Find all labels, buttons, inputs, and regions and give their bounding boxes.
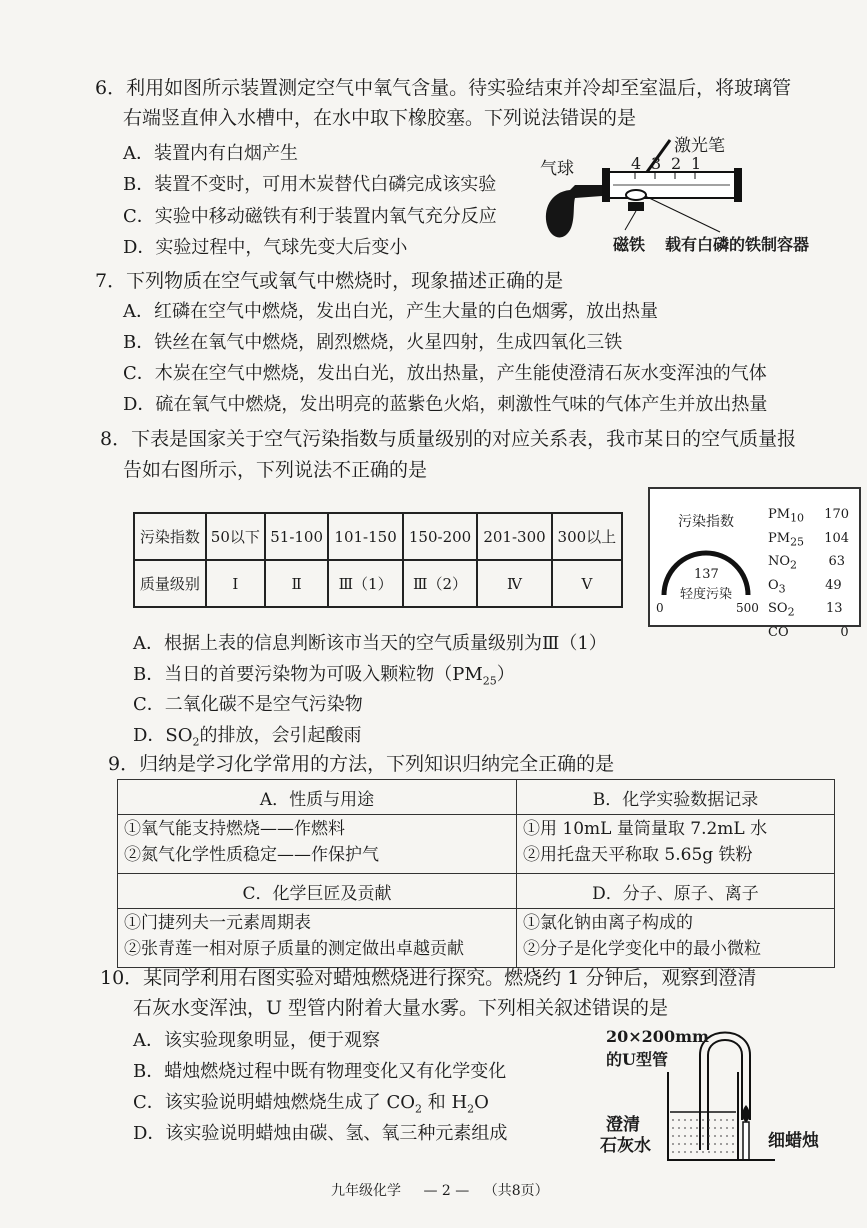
pollutant-name: PM: [768, 507, 791, 522]
footer-subject: 九年级化学: [331, 1183, 401, 1199]
table-cell: 51-100: [265, 513, 328, 560]
page-number: — 2 —: [423, 1183, 470, 1199]
table-row: [118, 815, 835, 874]
gauge-value: 137: [694, 567, 719, 582]
pollutant-row: [768, 576, 849, 600]
q6-stem-line2: 右端竖直伸入水槽中，在水中取下橡胶塞。下列说法错误的是: [123, 107, 637, 129]
q8-option-c: C．二氧化碳不是空气污染物: [133, 694, 363, 715]
pollutant-subscript: 25: [790, 535, 805, 549]
pollutant-subscript: 3: [778, 582, 786, 596]
gauge-min: 0: [656, 601, 664, 615]
section-c-body: [118, 909, 517, 968]
section-d-item: ②分子是化学变化中的最小微粒: [523, 939, 761, 959]
pollutant-row: [768, 505, 849, 529]
pollutant-name: O: [768, 577, 779, 593]
u-tube-size-label: 20×200mm: [606, 1027, 709, 1046]
section-b-item: ①用 10mL 量筒量取 7.2mL 水: [523, 819, 768, 839]
section-d-body: [517, 909, 835, 968]
page-total: （共8页）: [483, 1183, 549, 1199]
limewater-label-1: 澄清: [606, 1115, 640, 1135]
table-row: [134, 560, 622, 607]
table-cell: 101-150: [328, 513, 402, 560]
magnet-label: 磁铁: [613, 235, 646, 254]
table-cell: 质量级别: [134, 560, 206, 607]
q10-option-c-text: C．该实验说明蜡烛燃烧生成了 CO: [133, 1092, 416, 1113]
pollutant-row: [768, 552, 849, 576]
q8-option-d-end: 的排放，会引起酸雨: [199, 725, 362, 746]
q10-option-c: [133, 1089, 489, 1124]
pollution-level-table: [133, 512, 623, 608]
footer: [331, 1180, 549, 1200]
q10-stem-line2: 石灰水变浑浊，U 型管内附着大量水雾。下列相关叙述错误的是: [133, 997, 669, 1019]
q6-option-b: B．装置不变时，可用木炭替代白磷完成该实验: [123, 174, 497, 195]
scale-mark-3: 3: [651, 154, 662, 173]
table-row: [118, 874, 835, 909]
q8-option-d-text: D．SO: [133, 725, 193, 746]
q7-option-b: B．铁丝在氧气中燃烧，剧烈燃烧，火星四射，生成四氧化三铁: [123, 332, 623, 353]
table-row: [118, 780, 835, 815]
section-d-item: ①氯化钠由离子构成的: [523, 913, 693, 933]
iron-container-label: 载有白磷的铁制容器: [665, 235, 810, 254]
air-quality-panel: [648, 487, 861, 640]
section-b-header: B．化学实验数据记录: [517, 780, 835, 815]
pollutant-row: [768, 599, 849, 623]
table-cell: 150-200: [403, 513, 477, 560]
table-cell: Ⅲ（2）: [403, 560, 477, 607]
pollutant-row: [768, 623, 849, 647]
pollutant-subscript: 10: [790, 511, 805, 525]
pollutant-name: PM: [768, 530, 791, 546]
table-row: [118, 909, 835, 968]
q10-option-b: B．蜡烛燃烧过程中既有物理变化又有化学变化: [133, 1061, 507, 1082]
q8-option-b-text: B．当日的首要污染物为可吸入颗粒物（PM: [133, 664, 483, 685]
pollutant-name: NO: [768, 554, 791, 570]
section-c-item: ②张青莲一相对原子质量的测定做出卓越贡献: [124, 939, 464, 959]
candle-label: 细蜡烛: [768, 1131, 819, 1151]
table-cell: Ⅴ: [552, 560, 622, 607]
pollutant-subscript: 2: [787, 605, 795, 619]
pollutant-row: [768, 529, 849, 553]
table-cell: 污染指数: [134, 513, 206, 560]
q8-option-a: A．根据上表的信息判断该市当天的空气质量级别为Ⅲ（1）: [133, 633, 607, 654]
pollutant-value: 0: [840, 624, 849, 640]
q10-option-c-subscript: 2: [467, 1102, 475, 1116]
q6-stem-line1: 6．利用如图所示装置测定空气中氧气含量。待实验结束并冷却至室温后，将玻璃管: [95, 77, 792, 99]
table-cell: Ⅲ（1）: [328, 560, 402, 607]
table-row: [134, 513, 622, 560]
pollutant-name: CO: [768, 624, 789, 640]
section-b-body: [517, 815, 835, 874]
q8-option-d-subscript: 2: [192, 735, 200, 749]
q8-option-b-subscript: 25: [482, 674, 497, 688]
q10-option-c-end: O: [474, 1092, 489, 1113]
pollutant-list: [768, 505, 849, 647]
section-a-item: ②氮气化学性质稳定——作保护气: [124, 845, 379, 865]
pollutant-value: 49: [825, 577, 842, 593]
balloon-label: 气球: [540, 159, 574, 179]
pollutant-subscript: 2: [790, 558, 798, 572]
u-tube-label: 的U型管: [606, 1050, 668, 1069]
pollutant-value: 170: [824, 507, 850, 522]
q7-stem: 7．下列物质在空气或氧气中燃烧时，现象描述正确的是: [95, 270, 564, 292]
section-a-header: A．性质与用途: [118, 780, 517, 815]
table-cell: 201-300: [477, 513, 551, 560]
q10-stem-line1: 10．某同学利用右图实验对蜡烛燃烧进行探究。燃烧约 1 分钟后，观察到澄清: [100, 967, 757, 989]
table-cell: Ⅳ: [477, 560, 551, 607]
table-cell: 300以上: [552, 513, 622, 560]
section-c-item: ①门捷列夫一元素周期表: [124, 913, 311, 933]
q8-stem-line2: 告如右图所示，下列说法不正确的是: [123, 459, 428, 481]
gauge-level: 轻度污染: [680, 587, 733, 602]
panel-title: 污染指数: [678, 514, 734, 530]
section-c-header: C．化学巨匠及贡献: [118, 874, 517, 909]
section-a-item: ①氧气能支持燃烧——作燃料: [124, 819, 345, 839]
knowledge-summary-table: [117, 779, 835, 968]
table-cell: 50以下: [206, 513, 265, 560]
pollutant-value: 104: [824, 530, 850, 546]
q10-option-c-subscript: 2: [415, 1102, 423, 1116]
limewater-label-2: 石灰水: [600, 1136, 651, 1156]
q6-option-a: A．装置内有白烟产生: [123, 143, 298, 164]
q6-option-d: D．实验过程中，气球先变大后变小: [123, 237, 408, 258]
q8-option-b-end: ）: [496, 664, 515, 685]
section-d-header: D．分子、原子、离子: [517, 874, 835, 909]
q10-option-a: A．该实验现象明显，便于观察: [133, 1030, 380, 1051]
q9-stem: 9．归纳是学习化学常用的方法，下列知识归纳完全正确的是: [108, 753, 615, 775]
scale-mark-4: 4: [631, 154, 642, 173]
table-cell: Ⅰ: [206, 560, 265, 607]
pollutant-value: 13: [826, 601, 843, 617]
q10-option-d: D．该实验说明蜡烛由碳、氢、氧三种元素组成: [133, 1123, 508, 1144]
laser-pen-label: 激光笔: [674, 136, 725, 156]
pollutant-value: 63: [828, 554, 846, 570]
pollutant-name: SO: [768, 601, 788, 617]
table-cell: Ⅱ: [265, 560, 328, 607]
q8-stem-line1: 8．下表是国家关于空气污染指数与质量级别的对应关系表，我市某日的空气质量报: [100, 428, 797, 450]
scale-mark-1: 1: [691, 154, 702, 173]
gauge-max: 500: [736, 601, 759, 615]
section-a-body: [118, 815, 517, 874]
q7-option-c: C．木炭在空气中燃烧，发出白光，放出热量，产生能使澄清石灰水变浑浊的气体: [123, 363, 767, 384]
q6-option-c: C．实验中移动磁铁有利于装置内氧气充分反应: [123, 206, 497, 227]
q7-option-d: D．硫在氧气中燃烧，发出明亮的蓝紫色火焰，刺激性气味的气体产生并放出热量: [123, 394, 768, 415]
q10-option-c-mid: 和 H: [422, 1092, 468, 1113]
q7-option-a: A．红磷在空气中燃烧，发出白光，产生大量的白色烟雾，放出热量: [123, 301, 658, 322]
section-b-item: ②用托盘天平称取 5.65g 铁粉: [523, 845, 753, 865]
scale-mark-2: 2: [671, 154, 682, 173]
